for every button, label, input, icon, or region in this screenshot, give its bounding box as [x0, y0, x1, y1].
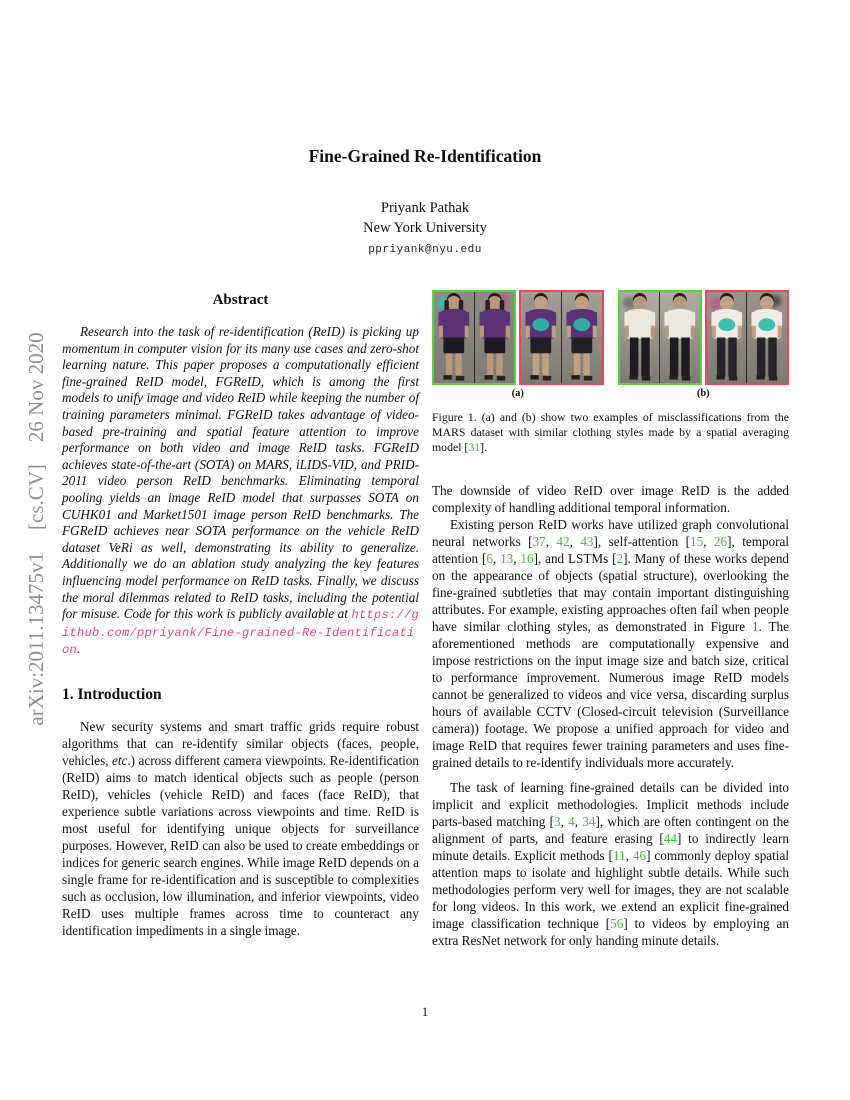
right-column: [432, 288, 789, 949]
body-paragraph-2: Existing person ReID works have utilized graph convolutional neural networks [37, 42, 43], self-attention [15, 26], temporal attention [6, 13, 16], and LSTMs [2]. Many of these works depend on the appearance of objects (spatial structure), overlooking the fine-grained subtleties that may contain important distinguishing attributes. For example, existing approaches often fail when people have similar clothing styles, as demonstrated in Figure 1. The aforementioned methods are computationally expensive and impose restrictions on the input image size and batch size, critical to performance improvement. Numerous image ReID models cannot be generalized to videos and vice versa, discarding surplus hours of available CCTV (Closed-circuit television (Surveillance camera)) footage. We propose a unified approach for video and image ReID that requires fewer training parameters and uses fine-grained details to re-identify individuals more accurately.: [432, 516, 790, 770]
right-column-body: [432, 482, 789, 949]
person-figure: [747, 292, 787, 383]
person-pair-image-mismatch: [705, 290, 789, 385]
citation-link[interactable]: 4: [568, 813, 575, 829]
author-block: [0, 200, 850, 256]
citation-link[interactable]: 26: [713, 533, 728, 549]
abstract-text: Research into the task of re-identification (ReID) is picking up momentum in computer vision for its many use cases and zero-shot learning nature. This paper proposes a computationally efficient fine-grained ReID model, FGReID, which is among the first models to unify image and video ReID while keeping the number of training parameters minimal. FGReID takes advantage of video-based pre-training and spatial feature attention to improve performance on both video and image ReID tasks. FGReID achieves state-of-the-art (SOTA) on MARS, iLIDS-VID, and PRID-2011 video person ReID benchmarks. Eliminating temporal pooling yields an image ReID model that surpasses SOTA on CUHK01 and Market1501 image person ReID benchmarks. The FGReID achieves near SOTA performance on the vehicle ReID dataset VeRi as well, demonstrating its ability to generalize. Additionally we do an ablation study analyzing the key features influencing model performance on ReID tasks. Finally, we discuss the moral dilemmas related to ReID tasks, including the potential for misuse. Code for this work is publicly available at https://github.com/ppriyank/Fine-grained-Re-Identification.: [62, 324, 419, 658]
person-figure: [620, 292, 660, 383]
figure-ref-link[interactable]: 1: [751, 618, 759, 634]
person-figure: [707, 292, 747, 383]
figure1-panel-a: [432, 290, 604, 399]
citation-link[interactable]: 37: [532, 533, 546, 549]
citation-link[interactable]: 3: [554, 813, 561, 829]
figure1: [432, 290, 789, 456]
figure1-panel-label: (a): [511, 388, 524, 399]
arxiv-category: [cs.CV]: [24, 464, 48, 530]
citation-link[interactable]: 46: [632, 847, 647, 863]
citation-link[interactable]: 16: [520, 550, 534, 566]
person-crop: [521, 292, 561, 383]
citation-link[interactable]: 15: [690, 533, 704, 549]
arxiv-date: 26 Nov 2020: [24, 332, 48, 443]
emphasis-text: etc: [111, 752, 128, 768]
citation-link[interactable]: 44: [663, 830, 677, 846]
person-crop: [561, 292, 602, 383]
person-figure: [475, 292, 515, 383]
author-affiliation: New York University: [363, 220, 487, 236]
figure1-panels: [432, 290, 789, 399]
figure1-caption: Figure 1. (a) and (b) show two examples of misclassifications from the MARS dataset with similar clothing styles made by a spatial averaging model [31].: [432, 410, 789, 455]
citation-link[interactable]: 11: [612, 847, 626, 863]
arxiv-id: arXiv:2011.13475v1: [24, 551, 48, 726]
paper-title: Fine-Grained Re-Identification: [308, 146, 542, 166]
person-pair-image-correct-match: [618, 290, 702, 385]
citation-link[interactable]: 13: [500, 550, 514, 566]
left-column: [62, 288, 419, 939]
person-figure: [521, 292, 561, 383]
person-crop: [659, 292, 700, 383]
intro-paragraph-1: New security systems and smart traffic grids require robust algorithms that can re-identify similar objects (faces, people, vehicles, etc.) across different camera viewpoints. Re-identification (ReID) aims to match identical objects such as people (person ReID), vehicles (vehicle ReID) and faces (face ReID), that experience subtle variations across viewpoints and time. ReID is most useful for identifying unique objects for surveillance purposes. However, ReID can also be used to create embeddings or indices for generic search engines. While image ReID depends on a single frame for re-identification and is susceptible to complexities such as occlusion, low illumination, and inferior viewpoints, video ReID uses multiple frames across time to counteract any identification impediments in a single image.: [62, 718, 419, 938]
person-crop: [746, 292, 787, 383]
arxiv-watermark: [24, 279, 50, 779]
person-figure: [660, 292, 700, 383]
code-url-link[interactable]: https://github.com/ppriyank/Fine-grained-Re-Identification: [62, 608, 419, 658]
section-heading-introduction: 1. Introduction: [62, 685, 162, 703]
citation-link[interactable]: 2: [616, 550, 624, 566]
person-pair-image-correct-match: [432, 290, 516, 385]
body-paragraph-1: The downside of video ReID over image ReID is the added complexity of handling additional temporal information.: [432, 482, 789, 515]
figure1-panel-b: [618, 290, 790, 399]
page-number: 1: [421, 1004, 429, 1019]
author-email[interactable]: ppriyank@nyu.edu: [368, 244, 482, 256]
body-paragraph-3: The task of learning fine-grained details can be divided into implicit and explicit methodologies. Implicit methods include parts-based matching [3, 4, 34], which are often contingent on the alignment of parts, and feature erasing [44] to indirectly learn minute details. Explicit methods [11, 46] commonly deploy spatial attention maps to isolate and highlight subtle details. While such methodologies perform very well for images, they are not scalable for long videos. In this work, we extend an explicit fine-grained image classification technique [56] to videos by employing an extra ResNet network for only handing minute details.: [432, 779, 790, 948]
person-crop: [474, 292, 515, 383]
citation-link[interactable]: 56: [610, 915, 624, 931]
figure1-panel-label: (b): [696, 388, 710, 399]
author-name: Priyank Pathak: [380, 200, 470, 216]
person-crop: [620, 292, 660, 383]
citation-link[interactable]: 6: [486, 550, 493, 566]
person-pair-image-mismatch: [519, 290, 603, 385]
abstract-heading: Abstract: [212, 292, 269, 308]
citation-link[interactable]: 34: [582, 813, 596, 829]
person-figure: [562, 292, 602, 383]
citation-link[interactable]: 31: [468, 440, 481, 455]
citation-link[interactable]: 43: [580, 533, 594, 549]
citation-link[interactable]: 42: [556, 533, 570, 549]
person-crop: [707, 292, 747, 383]
person-figure: [434, 292, 474, 383]
person-crop: [434, 292, 474, 383]
